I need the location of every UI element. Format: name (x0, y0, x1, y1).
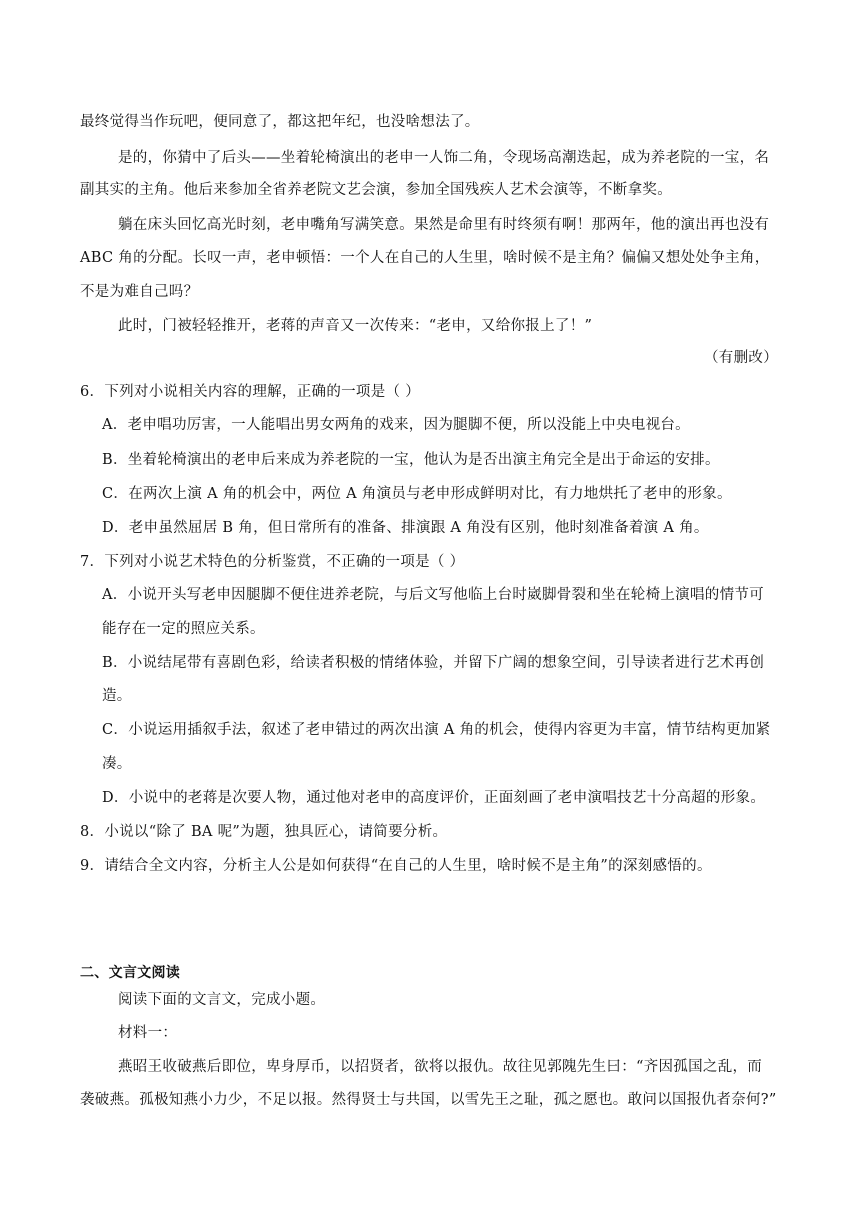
section-heading: 二、文言文阅读 (80, 965, 181, 981)
story-paragraph-line: 最终觉得当作玩吧，便同意了，都这把年纪，也没啥想法了。 (80, 114, 480, 130)
question-7-option-b: B．小说结尾带有喜剧色彩，给读者积极的情绪体验，并留下广阔的想象空间，引导读者进行艺术再创 (102, 655, 765, 671)
source-note: （有删改） (704, 350, 778, 366)
material-label: 材料一： (118, 1025, 178, 1041)
story-paragraph-line: 是的，你猜中了后头——坐着轮椅演出的老申一人饰二角，令现场高潮迭起，成为养老院的一宝，名 (118, 150, 770, 166)
question-7-option-a-cont: 能存在一定的照应关系。 (102, 621, 265, 637)
question-9: 9．请结合全文内容，分析主人公是如何获得“在自己的人生里，啥时候不是主角”的深刻感悟的。 (80, 858, 712, 874)
question-7-option-a: A．小说开头写老申因腿脚不便住进养老院，与后文写他临上台时崴脚骨裂和坐在轮椅上演唱的情节可 (102, 587, 764, 603)
question-7-stem: 7．下列对小说艺术特色的分析鉴赏，不正确的一项是（ ） (80, 554, 465, 570)
question-8: 8．小说以“除了 BA 呢”为题，独具匠心，请简要分析。 (80, 824, 448, 840)
question-6-option-b: B．坐着轮椅演出的老申后来成为养老院的一宝，他认为是否出演主角完全是出于命运的安排。 (102, 452, 720, 468)
material-line: 袭破燕。孤极知燕小力少，不足以报。然得贤士与共国，以雪先王之耻，孤之愿也。敢问以国报仇者奈何?” (80, 1092, 777, 1108)
question-6-option-c: C．在两次上演 A 角的机会中，两位 A 角演员与老申形成鲜明对比，有力地烘托了老申的形象。 (102, 486, 732, 502)
question-6-stem: 6．下列对小说相关内容的理解，正确的一项是（ ） (80, 384, 421, 400)
story-paragraph-line: 躺在床头回忆高光时刻，老申嘴角写满笑意。果然是命里有时终须有啊！那两年，他的演出再也没有 (118, 217, 770, 233)
question-6-option-a: A．老申唱功厉害，一人能唱出男女两角的戏来，因为腿脚不便，所以没能上中央电视台。 (102, 417, 690, 433)
story-paragraph-line: 副其实的主角。他后来参加全省养老院文艺会演，参加全国残疾人艺术会演等，不断拿奖。 (80, 182, 672, 198)
story-paragraph-line: 此时，门被轻轻推开，老蒋的声音又一次传来：“老申，又给你报上了！” (118, 318, 593, 334)
story-paragraph-line: ABC 角的分配。长叹一声，老申顿悟：一个人在自己的人生里，啥时候不是主角？偏偏又想处处争主角， (80, 250, 770, 266)
question-7-option-c: C．小说运用插叙手法，叙述了老申错过的两次出演 A 角的机会，使得内容更为丰富，情节结构更加紧 (102, 722, 771, 738)
question-6-option-d: D．老申虽然屈居 B 角，但日常所有的准备、排演跟 A 角没有区别，他时刻准备着演 A 角。 (102, 520, 709, 536)
story-paragraph-line: 不是为难自己吗？ (80, 284, 199, 300)
section-intro: 阅读下面的文言文，完成小题。 (118, 992, 326, 1008)
material-line: 燕昭王收破燕后即位，卑身厚币，以招贤者，欲将以报仇。故往见郭隗先生曰：“齐因孤国之乱，而 (118, 1059, 763, 1075)
question-7-option-c-cont: 凑。 (102, 756, 132, 772)
question-7-option-b-cont: 造。 (102, 688, 132, 704)
question-7-option-d: D．小说中的老蒋是次要人物，通过他对老申的高度评价，正面刻画了老申演唱技艺十分高超的形象。 (102, 790, 766, 806)
